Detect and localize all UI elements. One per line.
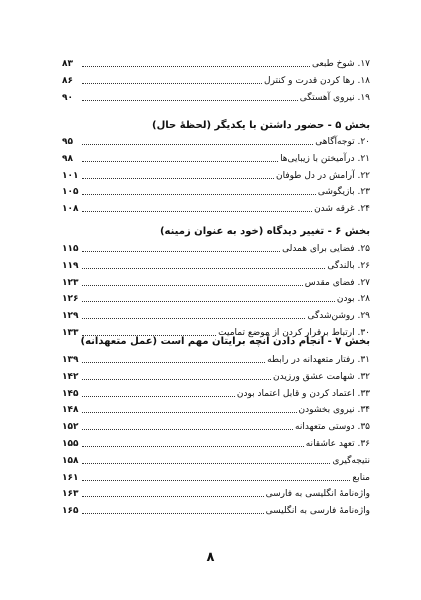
- toc-entry-page: ۱۲۳: [62, 277, 79, 288]
- toc-entry-title: ۲۲. آرامش در دل طوفان: [276, 170, 370, 181]
- toc-entry: [62, 73, 370, 87]
- toc-entry: [62, 402, 370, 416]
- toc-entry: [62, 241, 370, 255]
- dot-leader: [82, 396, 235, 397]
- toc-entry-page: ۱۲۹: [62, 311, 79, 322]
- toc-entry-title: ۲۳. بازیگوشی: [317, 187, 370, 198]
- toc-entry-page: ۱۰۸: [62, 204, 79, 215]
- toc-entry-title: ۲۹. روشن‌شدگی: [307, 311, 370, 322]
- toc-entry-title: ۳۳. اعتماد کردن و قابل اعتماد بودن: [236, 388, 370, 399]
- dot-leader: [82, 429, 293, 430]
- dot-leader: [82, 100, 298, 101]
- toc-entry-page: ۹۸: [62, 153, 73, 164]
- toc-entry-page: ۱۵۲: [62, 422, 79, 433]
- toc-entry-page: ۱۴۲: [62, 371, 79, 382]
- section-heading: بخش ۵ - حضور داشتن با یکدیگر (لحظهٔ حال): [152, 120, 370, 131]
- toc-entry-page: ۱۴۵: [62, 388, 79, 399]
- toc-entry-page: ۱۵۸: [62, 455, 79, 466]
- dot-leader: [82, 178, 274, 179]
- toc-entry: [62, 151, 370, 165]
- toc-entry-title: ۳۵. دوستی متعهدانه: [295, 422, 370, 433]
- dot-leader: [82, 301, 335, 302]
- toc-entry-page: ۱۶۳: [62, 489, 79, 500]
- toc-entry-page: ۱۲۶: [62, 294, 79, 305]
- dot-leader: [82, 161, 278, 162]
- toc-entry: [62, 56, 370, 70]
- dot-leader: [82, 463, 330, 464]
- toc-entry-page: ۱۵۵: [62, 439, 79, 449]
- dot-leader: [82, 83, 262, 84]
- toc-entry-page: ۱۰۱: [62, 170, 79, 181]
- toc-entry-title: ۲۷. فضای مقدس: [304, 277, 370, 288]
- dot-leader: [82, 362, 265, 363]
- toc-entry-title: ۲۸. بودن: [336, 294, 370, 305]
- toc-entry-page: ۹۵: [62, 137, 73, 147]
- toc-entry: [62, 275, 370, 289]
- dot-leader: [82, 513, 264, 514]
- toc-entry-title: ۲۴. غرقه شدن: [314, 204, 370, 215]
- toc-entry-title: نتیجه‌گیری: [332, 455, 370, 466]
- toc-entry: [62, 134, 370, 148]
- toc-entry-title: ۱۷. شوخ طبعی: [312, 59, 370, 69]
- toc-entry-title: ۲۰. توجه‌آگاهی: [315, 137, 370, 147]
- toc-entry: [62, 352, 370, 366]
- toc-entry-title: ۳۴. نیروی بخشودن: [298, 405, 370, 416]
- page-number: ۸: [206, 550, 215, 565]
- toc-entry: [62, 90, 370, 104]
- toc-entry-title: ۱۸. رها کردن قدرت و کنترل: [264, 75, 370, 86]
- toc-entry: [62, 486, 370, 500]
- dot-leader: [82, 379, 271, 380]
- toc-entry-page: ۸۶: [62, 75, 73, 86]
- toc-entry: [62, 386, 370, 400]
- dot-leader: [82, 480, 350, 481]
- section-heading: بخش ۷ - انجام دادن آنچه برایتان مهم است (عمل متعهدانه): [80, 336, 370, 347]
- toc-entry: [62, 419, 370, 433]
- toc-entry: [62, 369, 370, 383]
- toc-entry-page: ۱۰۵: [62, 187, 79, 198]
- toc-entry: [62, 503, 370, 517]
- dot-leader: [82, 318, 305, 319]
- toc-entry-page: ۱۶۱: [62, 472, 79, 483]
- toc-entry-title: واژه‌نامهٔ فارسی به انگلیسی: [265, 506, 370, 517]
- section-heading: بخش ۶ - تغییر دیدگاه (خود به عنوان زمینه): [159, 226, 370, 237]
- toc-entry-title: ۲۵. فضایی برای همدلی: [282, 244, 370, 254]
- toc-entry: [62, 470, 370, 484]
- toc-entry: [62, 308, 370, 322]
- toc-entry: [62, 453, 370, 467]
- toc-entry-page: ۸۳: [62, 59, 73, 69]
- toc-entry-title: ۳۱. رفتار متعهدانه در رابطه: [267, 355, 370, 365]
- dot-leader: [82, 412, 297, 413]
- toc-entry: [62, 184, 370, 198]
- dot-leader: [82, 251, 280, 252]
- dot-leader: [82, 211, 312, 212]
- toc-entry: [62, 201, 370, 215]
- dot-leader: [82, 268, 325, 269]
- toc-entry-page: ۱۳۳: [62, 328, 79, 338]
- toc-entry-page: ۹۰: [62, 92, 73, 103]
- dot-leader: [82, 194, 316, 195]
- toc-entry-title: ۳۰. ارتباط برقرار کردن از موضع تمامیت: [218, 328, 370, 338]
- dot-leader: [82, 144, 313, 145]
- toc-entry-page: ۱۳۹: [62, 355, 79, 365]
- dot-leader: [82, 285, 303, 286]
- dot-leader: [82, 496, 264, 497]
- toc-entry-title: ۱۹. نیروی آهستگی: [299, 92, 370, 103]
- dot-leader: [82, 66, 310, 67]
- toc-entry-title: منابع: [352, 472, 370, 483]
- toc-entry-title: ۲۱. درآمیختن با زیبایی‌ها: [280, 153, 370, 164]
- toc-entry: [62, 436, 370, 450]
- toc-entry: [62, 291, 370, 305]
- toc-entry-title: واژه‌نامهٔ انگلیسی به فارسی: [265, 489, 370, 500]
- toc-entry-page: ۱۱۹: [62, 260, 79, 271]
- toc-entry-title: ۳۲. شهامت عشق ورزیدن: [273, 371, 370, 382]
- toc-entry-page: ۱۱۵: [62, 244, 79, 254]
- dot-leader: [82, 446, 304, 447]
- toc-entry-title: ۲۶. بالندگی: [327, 260, 370, 271]
- toc-entry: [62, 258, 370, 272]
- toc-entry-title: ۳۶. تعهد عاشقانه: [305, 439, 370, 449]
- toc-entry-page: ۱۶۵: [62, 506, 79, 517]
- toc-entry: [62, 168, 370, 182]
- toc-entry-page: ۱۴۸: [62, 405, 79, 416]
